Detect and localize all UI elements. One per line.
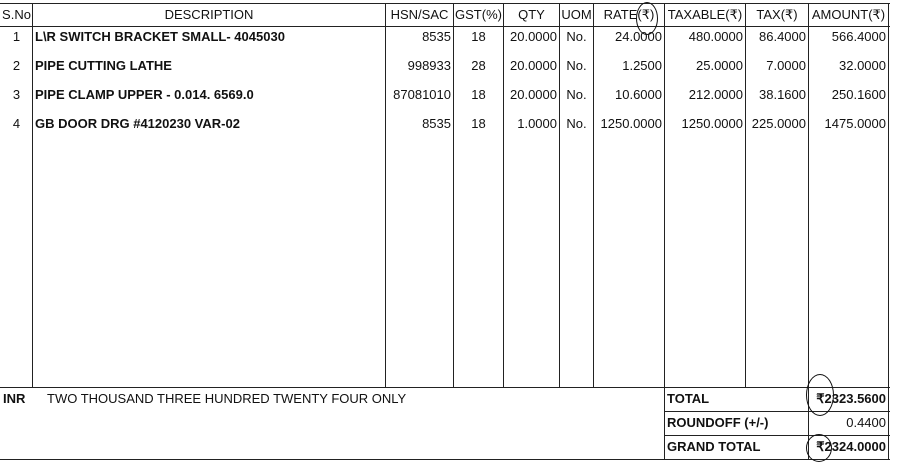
cell-taxable: 212.0000: [688, 87, 743, 102]
cell-taxable: 480.0000: [688, 29, 743, 44]
cell-tax: 86.4000: [759, 29, 806, 44]
header-taxable: TAXABLE(₹): [667, 7, 743, 22]
cell-qty: 20.0000: [510, 29, 557, 44]
header-uom: UOM: [561, 7, 592, 22]
cell-amount: 250.1600: [831, 87, 886, 102]
cell-tax: 38.1600: [759, 87, 806, 102]
cell-hsn: 8535: [422, 116, 451, 131]
cell-qty: 20.0000: [510, 58, 557, 73]
cell-tax: 225.0000: [751, 116, 806, 131]
cell-amount: 32.0000: [839, 58, 886, 73]
cell-description: PIPE CLAMP UPPER - 0.014. 6569.0: [35, 87, 254, 102]
cell-sno: 2: [12, 58, 21, 73]
cell-hsn: 8535: [422, 29, 451, 44]
cell-rate: 24.0000: [615, 29, 662, 44]
roundoff-value: 0.4400: [846, 415, 886, 430]
amount-in-words: TWO THOUSAND THREE HUNDRED TWENTY FOUR ONLY: [47, 391, 407, 406]
roundoff-label: ROUNDOFF (+/-): [667, 415, 769, 430]
header-sno: S.No: [2, 7, 31, 22]
header-gst: GST(%): [455, 7, 502, 22]
footer-divider: [0, 387, 890, 388]
cell-qty: 1.0000: [517, 116, 557, 131]
header-rate: RATE(₹): [603, 7, 655, 22]
cell-hsn: 87081010: [393, 87, 451, 102]
header-qty: QTY: [518, 7, 545, 22]
rupee-circle-annotation: [806, 374, 834, 416]
cell-rate: 10.6000: [615, 87, 662, 102]
cell-gst: 18: [471, 116, 486, 131]
cell-description: L\R SWITCH BRACKET SMALL- 4045030: [35, 29, 285, 44]
currency-label: INR: [3, 391, 26, 406]
cell-gst: 28: [471, 58, 486, 73]
cell-rate: 1250.0000: [600, 116, 662, 131]
top-border: [0, 3, 890, 4]
cell-sno: 3: [12, 87, 21, 102]
cell-tax: 7.0000: [766, 58, 806, 73]
cell-gst: 18: [471, 87, 486, 102]
cell-uom: No.: [566, 116, 587, 131]
cell-uom: No.: [566, 87, 587, 102]
cell-qty: 20.0000: [510, 87, 557, 102]
totals-divider-2: [664, 435, 890, 436]
header-tax: TAX(₹): [756, 7, 798, 22]
cell-rate: 1.2500: [622, 58, 662, 73]
cell-sno: 4: [12, 116, 21, 131]
header-hsn: HSN/SAC: [390, 7, 449, 22]
grand-total-label: GRAND TOTAL: [667, 439, 761, 454]
cell-description: GB DOOR DRG #4120230 VAR-02: [35, 116, 240, 131]
grand-total-value: ₹2324.0000: [816, 439, 886, 454]
header-divider: [0, 26, 890, 27]
cell-sno: 1: [12, 29, 21, 44]
header-amount: AMOUNT(₹): [811, 7, 886, 22]
header-description: DESCRIPTION: [164, 7, 254, 22]
cell-amount: 1475.0000: [824, 116, 886, 131]
right-border: [888, 3, 889, 460]
total-label: TOTAL: [667, 391, 710, 406]
cell-uom: No.: [566, 29, 587, 44]
cell-taxable: 1250.0000: [681, 116, 743, 131]
cell-amount: 566.4000: [831, 29, 886, 44]
rupee-circle-annotation: [636, 2, 658, 35]
rupee-circle-annotation: [806, 434, 832, 462]
cell-taxable: 25.0000: [696, 58, 743, 73]
cell-gst: 18: [471, 29, 486, 44]
cell-hsn: 998933: [407, 58, 451, 73]
totals-divider-1: [664, 411, 890, 412]
bottom-border: [0, 459, 890, 460]
total-value: ₹2323.5600: [816, 391, 886, 406]
cell-uom: No.: [566, 58, 587, 73]
cell-description: PIPE CUTTING LATHE: [35, 58, 172, 73]
